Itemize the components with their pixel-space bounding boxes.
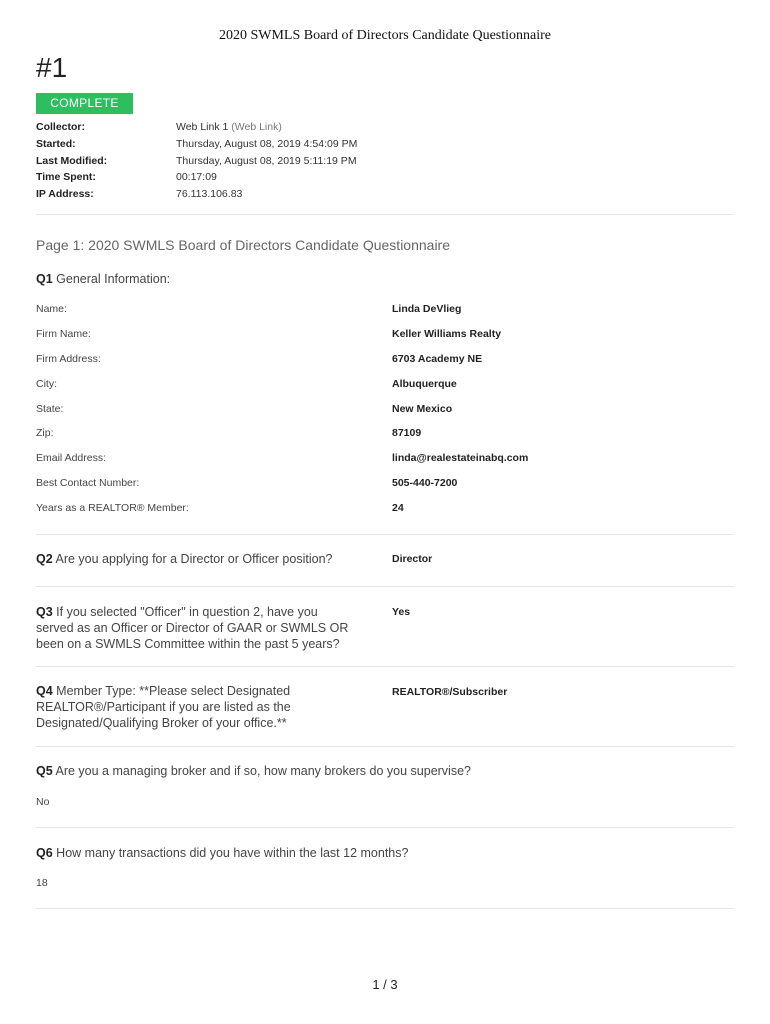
divider xyxy=(36,586,734,587)
field-value: 87109 xyxy=(392,427,422,440)
question-number: Q4 xyxy=(36,684,53,698)
meta-value: Thursday, August 08, 2019 5:11:19 PM xyxy=(176,154,357,167)
answer-q3: Yes xyxy=(392,606,411,618)
field-row-name xyxy=(36,303,734,328)
question-q5 xyxy=(36,763,471,779)
question-text: Are you applying for a Director or Officer position? xyxy=(55,552,333,566)
meta-row-time-spent xyxy=(36,171,357,188)
meta-extra: (Web Link) xyxy=(231,121,282,133)
answer-q2: Director xyxy=(392,553,433,565)
field-label: Years as a REALTOR® Member: xyxy=(36,502,189,515)
divider xyxy=(36,666,734,667)
field-label: Firm Address: xyxy=(36,352,101,365)
question-number: Q6 xyxy=(36,846,53,860)
question-text-line: Designated/Qualifying Broker of your office.** xyxy=(36,716,287,730)
meta-value: 76.113.106.83 xyxy=(176,188,243,201)
question-number: Q2 xyxy=(36,552,53,566)
meta-row-ip-address xyxy=(36,188,357,205)
field-value: Linda DeVlieg xyxy=(392,303,462,315)
field-label: City: xyxy=(36,377,57,390)
field-row-city xyxy=(36,378,734,403)
response-number: #1 xyxy=(36,52,68,83)
field-row-state xyxy=(36,403,734,428)
field-value: Keller Williams Realty xyxy=(392,327,502,340)
meta-label: Started: xyxy=(36,137,76,150)
meta-label: Collector: xyxy=(36,121,86,133)
question-text: Are you a managing broker and if so, how many brokers do you supervise? xyxy=(55,764,471,778)
field-value: 6703 Academy NE xyxy=(392,352,483,365)
question-number: Q5 xyxy=(36,764,53,778)
divider xyxy=(36,827,734,828)
status-badge: COMPLETE xyxy=(36,93,133,114)
meta-row-last-modified xyxy=(36,155,357,172)
general-info-fields xyxy=(36,303,734,527)
field-label: Best Contact Number: xyxy=(36,477,140,490)
meta-value: Web Link 1 xyxy=(176,121,229,133)
question-number: Q3 xyxy=(36,605,53,619)
meta-value: Thursday, August 08, 2019 4:54:09 PM xyxy=(176,137,358,150)
answer-q5: No xyxy=(36,796,50,808)
divider xyxy=(36,908,734,909)
question-text-line: served as an Officer or Director of GAAR or SWMLS OR xyxy=(36,621,349,635)
question-text-line: been on a SWMLS Committee within the past 5 years? xyxy=(36,637,340,651)
meta-label: Last Modified: xyxy=(36,154,108,167)
field-value: 505-440-7200 xyxy=(392,477,458,490)
question-text-line: REALTOR®/Participant if you are listed as the xyxy=(36,700,291,714)
question-q3 xyxy=(36,604,348,652)
field-label: Name: xyxy=(36,303,67,315)
meta-row-collector xyxy=(36,121,357,138)
field-value: 24 xyxy=(392,502,404,515)
meta-row-started xyxy=(36,138,357,155)
field-row-firm-name xyxy=(36,328,734,353)
divider xyxy=(36,534,734,535)
meta-label: Time Spent: xyxy=(36,171,96,184)
question-text-line: If you selected "Officer" in question 2, have you xyxy=(56,605,318,619)
field-row-email xyxy=(36,452,734,477)
page-heading: Page 1: 2020 SWMLS Board of Directors Candidate Questionnaire xyxy=(36,237,451,253)
answer-q6: 18 xyxy=(36,877,48,889)
question-q2 xyxy=(36,551,332,567)
response-metadata xyxy=(36,121,357,205)
question-q6 xyxy=(36,845,408,861)
field-label: State: xyxy=(36,402,64,415)
meta-label: IP Address: xyxy=(36,188,94,201)
question-text: General Information: xyxy=(56,272,171,286)
question-q4 xyxy=(36,683,291,731)
field-label: Email Address: xyxy=(36,452,107,465)
field-row-years-member xyxy=(36,502,734,527)
field-row-firm-address xyxy=(36,353,734,378)
field-value: Albuquerque xyxy=(392,377,457,390)
field-label: Zip: xyxy=(36,427,54,440)
divider xyxy=(36,746,734,747)
field-label: Firm Name: xyxy=(36,327,91,340)
field-row-contact-number xyxy=(36,477,734,502)
question-number: Q1 xyxy=(36,272,53,286)
page-indicator: 1 / 3 xyxy=(372,977,398,992)
question-text-line: Member Type: **Please select Designated xyxy=(56,684,291,698)
field-row-zip xyxy=(36,427,734,452)
answer-q4: REALTOR®/Subscriber xyxy=(392,686,508,698)
field-value: linda@realestateinabq.com xyxy=(392,452,529,465)
question-q1 xyxy=(36,271,170,287)
document-title: 2020 SWMLS Board of Directors Candidate Questionnaire xyxy=(218,28,552,43)
meta-value: 00:17:09 xyxy=(176,171,217,184)
divider xyxy=(36,214,734,215)
question-text: How many transactions did you have within the last 12 months? xyxy=(56,846,409,860)
field-value: New Mexico xyxy=(392,402,453,415)
